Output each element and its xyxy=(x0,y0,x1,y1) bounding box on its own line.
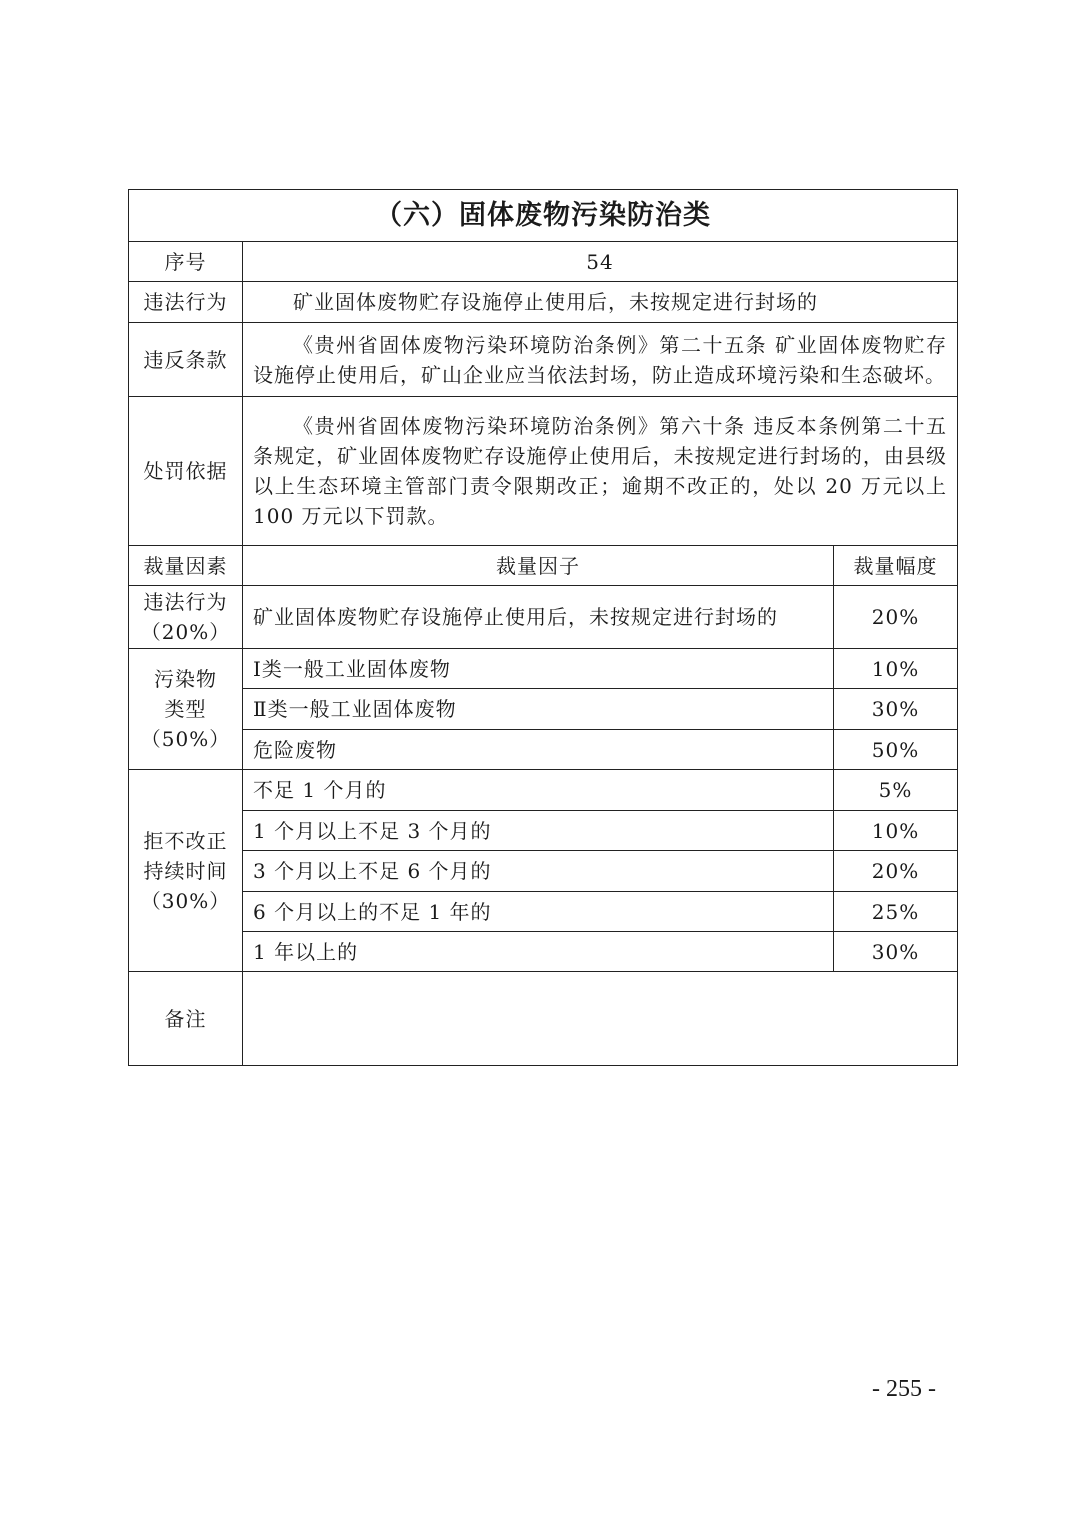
penalty-discretion-table xyxy=(128,189,958,1066)
factor-cell: Ⅰ类一般工业固体废物 xyxy=(243,649,834,689)
clause-label: 违反条款 xyxy=(129,323,243,397)
range-cell: 50% xyxy=(834,730,958,770)
violated-clause: 《贵州省固体废物污染环境防治条例》第二十五条 矿业固体废物贮存设施停止使用后，矿山企业应当依法封场，防止造成环境污染和生态破坏。 xyxy=(243,323,958,397)
factor-column-header: 裁量因子 xyxy=(243,546,834,586)
group-label-pollutant xyxy=(129,649,243,770)
range-cell: 10% xyxy=(834,649,958,689)
group-label-line: 污染物 xyxy=(154,667,217,691)
penalty-basis: 《贵州省固体废物污染环境防治条例》第六十条 违反本条例第二十五条规定，矿业固体废物贮存设施停止使用后，未按规定进行封场的，由县级以上生态环境主管部门责令限期改正；逾期不改正的，处以 20 万元以上 100 万元以下罚款。 xyxy=(243,397,958,546)
section-title: （六）固体废物污染防治类 xyxy=(129,190,958,242)
page-number: - 255 - xyxy=(872,1376,936,1402)
violation-behavior: 矿业固体废物贮存设施停止使用后，未按规定进行封场的 xyxy=(243,282,958,323)
factor-cell: 矿业固体废物贮存设施停止使用后，未按规定进行封场的 xyxy=(243,586,834,649)
range-cell: 20% xyxy=(834,586,958,649)
range-cell: 10% xyxy=(834,811,958,851)
factor-cell: 1 年以上的 xyxy=(243,932,834,972)
factors-label: 裁量因素 xyxy=(129,546,243,586)
remark-content xyxy=(243,972,958,1066)
range-column-header: 裁量幅度 xyxy=(834,546,958,586)
factor-cell: Ⅱ类一般工业固体废物 xyxy=(243,689,834,730)
range-cell: 5% xyxy=(834,770,958,811)
group-label-line: 类型 xyxy=(164,697,207,721)
group-label-line: 持续时间 xyxy=(143,858,228,883)
factor-cell: 3 个月以上不足 6 个月的 xyxy=(243,851,834,892)
behavior-label: 违法行为 xyxy=(129,282,243,323)
factor-cell: 6 个月以上的不足 1 年的 xyxy=(243,892,834,932)
range-cell: 20% xyxy=(834,851,958,892)
group-label-duration xyxy=(129,770,243,972)
remark-label: 备注 xyxy=(129,972,243,1066)
group-label-line: 违法行为 xyxy=(143,590,228,614)
group-label-line: （20%） xyxy=(140,620,231,644)
factor-cell: 不足 1 个月的 xyxy=(243,770,834,811)
factor-cell: 1 个月以上不足 3 个月的 xyxy=(243,811,834,851)
basis-label: 处罚依据 xyxy=(129,397,243,546)
factor-cell: 危险废物 xyxy=(243,730,834,770)
group-label-line: （50%） xyxy=(140,727,231,751)
serial-number: 54 xyxy=(243,242,958,282)
range-cell: 30% xyxy=(834,932,958,972)
group-label-line: （30%） xyxy=(140,888,231,913)
range-cell: 30% xyxy=(834,689,958,730)
group-label-behavior xyxy=(129,586,243,649)
range-cell: 25% xyxy=(834,892,958,932)
serial-label: 序号 xyxy=(129,242,243,282)
group-label-line: 拒不改正 xyxy=(143,828,228,853)
